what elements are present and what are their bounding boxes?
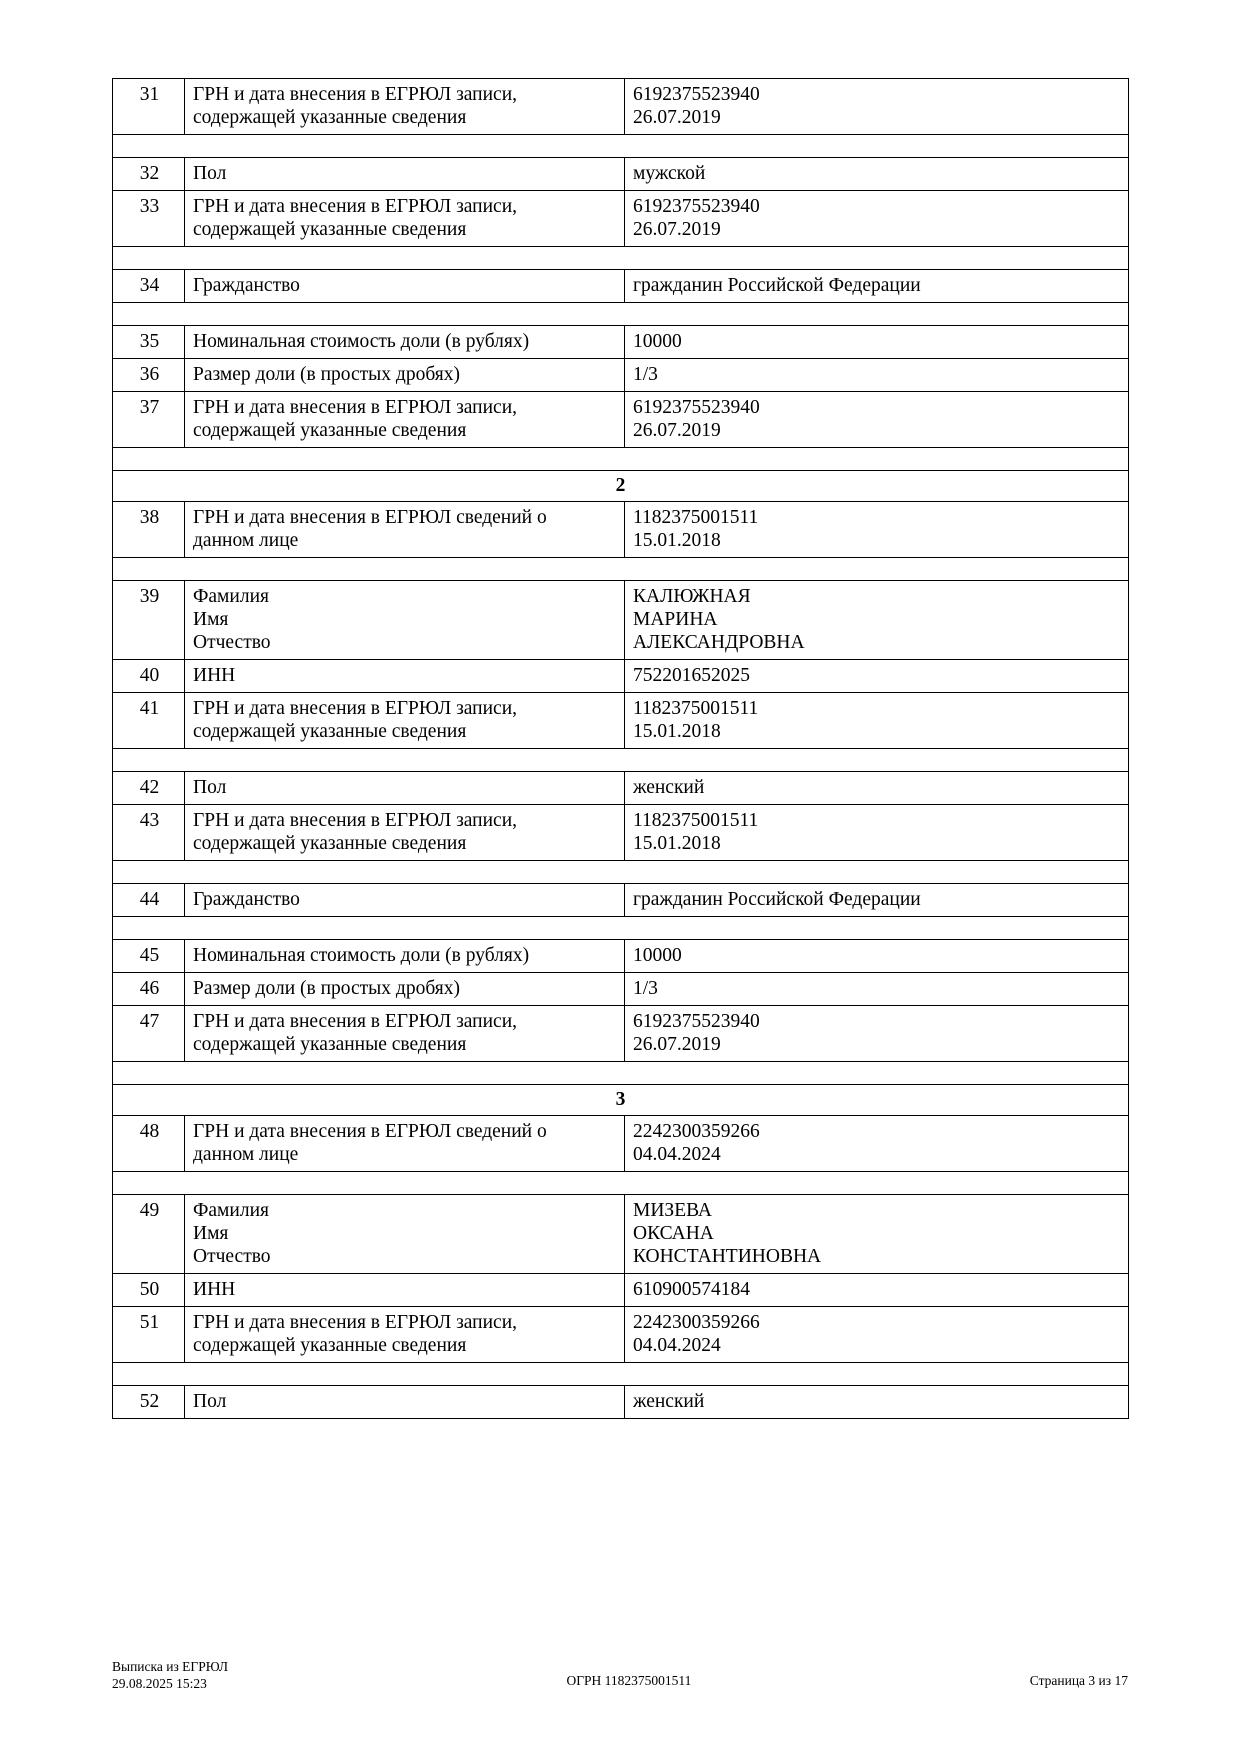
row-value-line: 15.01.2018: [633, 530, 721, 551]
row-number: 39: [113, 581, 185, 660]
row-value: [625, 581, 1129, 660]
row-value-line: 26.07.2019: [633, 1034, 721, 1055]
row-label: [185, 581, 625, 660]
row-label-line: Гражданство: [193, 889, 300, 910]
row-label: [185, 772, 625, 805]
row-label-line: Пол: [193, 163, 227, 184]
spacer-cell: [113, 749, 1129, 772]
row-value-line: ОКСАНА: [633, 1223, 714, 1244]
row-value: [625, 158, 1129, 191]
egrul-table-body: [113, 79, 1129, 1419]
footer-datetime: 29.08.2025 15:23: [112, 1676, 207, 1692]
group-title: 2: [113, 471, 1129, 502]
row-number: 48: [113, 1116, 185, 1172]
row-label: [185, 973, 625, 1006]
row-number: 38: [113, 502, 185, 558]
row-label-line: Номинальная стоимость доли (в рублях): [193, 945, 530, 966]
row-label: [185, 660, 625, 693]
row-label: [185, 392, 625, 448]
spacer-cell: [113, 1062, 1129, 1085]
row-value: [625, 693, 1129, 749]
table-row: [113, 158, 1129, 191]
row-label: [185, 191, 625, 247]
row-label: [185, 1307, 625, 1363]
row-label-line: ГРН и дата внесения в ЕГРЮЛ записи,: [193, 810, 518, 831]
row-label-line: содержащей указанные сведения: [193, 833, 467, 854]
row-value: [625, 1006, 1129, 1062]
row-number: 41: [113, 693, 185, 749]
table-row: [113, 973, 1129, 1006]
table-row: [113, 581, 1129, 660]
row-label-line: содержащей указанные сведения: [193, 1034, 467, 1055]
row-value: [625, 79, 1129, 135]
row-label-line: содержащей указанные сведения: [193, 107, 467, 128]
row-value: [625, 1116, 1129, 1172]
footer-doc-title: Выписка из ЕГРЮЛ: [112, 1659, 229, 1675]
row-value-line: 6192375523940: [633, 84, 760, 105]
row-label: [185, 1006, 625, 1062]
row-value-line: гражданин Российской Федерации: [633, 275, 921, 296]
row-value-line: МИЗЕВА: [633, 1200, 712, 1221]
table-row: [113, 326, 1129, 359]
row-value: [625, 660, 1129, 693]
table-row: [113, 79, 1129, 135]
row-number: 44: [113, 884, 185, 917]
page-footer: [112, 1659, 1128, 1693]
row-value-line: гражданин Российской Федерации: [633, 889, 921, 910]
row-label: [185, 1274, 625, 1307]
row-label-line: ГРН и дата внесения в ЕГРЮЛ записи,: [193, 84, 518, 105]
row-number: 37: [113, 392, 185, 448]
row-label: [185, 805, 625, 861]
footer-left-block: [112, 1659, 228, 1693]
spacer-cell: [113, 448, 1129, 471]
row-value: [625, 392, 1129, 448]
table-row: [113, 772, 1129, 805]
row-label-line: ГРН и дата внесения в ЕГРЮЛ сведений о: [193, 1121, 547, 1142]
row-value-line: 6192375523940: [633, 196, 760, 217]
egrul-table: [112, 78, 1129, 1419]
group-title: 3: [113, 1085, 1129, 1116]
table-row: [113, 693, 1129, 749]
table-row: [113, 359, 1129, 392]
row-value-line: 1/3: [633, 978, 658, 999]
row-value: [625, 270, 1129, 303]
row-number: 47: [113, 1006, 185, 1062]
row-label-line: ГРН и дата внесения в ЕГРЮЛ записи,: [193, 1011, 518, 1032]
row-label-line: Гражданство: [193, 275, 300, 296]
row-value-line: 04.04.2024: [633, 1144, 721, 1165]
row-value: [625, 805, 1129, 861]
row-label-line: содержащей указанные сведения: [193, 219, 467, 240]
row-label: [185, 1386, 625, 1419]
row-label-line: содержащей указанные сведения: [193, 1335, 467, 1356]
row-number: 51: [113, 1307, 185, 1363]
row-label-line: ГРН и дата внесения в ЕГРЮЛ записи,: [193, 698, 518, 719]
spacer-cell: [113, 917, 1129, 940]
table-spacer-row: [113, 247, 1129, 270]
row-value-line: 1182375001511: [633, 698, 759, 719]
row-number: 35: [113, 326, 185, 359]
row-label-line: данном лице: [193, 1144, 299, 1165]
row-label-line: Номинальная стоимость доли (в рублях): [193, 331, 530, 352]
table-spacer-row: [113, 1363, 1129, 1386]
row-number: 49: [113, 1195, 185, 1274]
row-number: 46: [113, 973, 185, 1006]
row-label: [185, 1116, 625, 1172]
table-group-row: [113, 471, 1129, 502]
row-label-line: Фамилия: [193, 1200, 269, 1221]
row-value-line: 6192375523940: [633, 397, 760, 418]
row-label-line: ИНН: [193, 1279, 236, 1300]
row-label-line: Пол: [193, 1391, 227, 1412]
row-number: 34: [113, 270, 185, 303]
row-value: [625, 1195, 1129, 1274]
spacer-cell: [113, 1363, 1129, 1386]
row-value: [625, 1386, 1129, 1419]
row-label: [185, 693, 625, 749]
row-label-line: ГРН и дата внесения в ЕГРЮЛ записи,: [193, 196, 518, 217]
row-number: 40: [113, 660, 185, 693]
row-value-line: женский: [633, 777, 705, 798]
table-spacer-row: [113, 1172, 1129, 1195]
row-value-line: мужской: [633, 163, 706, 184]
row-number: 31: [113, 79, 185, 135]
row-number: 42: [113, 772, 185, 805]
table-spacer-row: [113, 861, 1129, 884]
table-row: [113, 502, 1129, 558]
row-label-line: Имя: [193, 1223, 229, 1244]
row-label-line: Пол: [193, 777, 227, 798]
spacer-cell: [113, 303, 1129, 326]
table-spacer-row: [113, 303, 1129, 326]
table-row: [113, 940, 1129, 973]
row-value: [625, 1274, 1129, 1307]
row-label: [185, 1195, 625, 1274]
table-spacer-row: [113, 135, 1129, 158]
row-value-line: женский: [633, 1391, 705, 1412]
row-label-line: Отчество: [193, 1246, 271, 1267]
row-value-line: 26.07.2019: [633, 420, 721, 441]
table-spacer-row: [113, 917, 1129, 940]
row-value-line: КОНСТАНТИНОВНА: [633, 1246, 822, 1267]
row-label: [185, 158, 625, 191]
row-value-line: 10000: [633, 945, 682, 966]
row-number: 36: [113, 359, 185, 392]
row-value-line: 1/3: [633, 364, 658, 385]
row-value: [625, 772, 1129, 805]
row-value-line: 15.01.2018: [633, 833, 721, 854]
row-label-line: Имя: [193, 609, 229, 630]
table-row: [113, 191, 1129, 247]
row-value-line: 610900574184: [633, 1279, 750, 1300]
row-label-line: ГРН и дата внесения в ЕГРЮЛ сведений о: [193, 507, 547, 528]
row-number: 45: [113, 940, 185, 973]
row-value-line: МАРИНА: [633, 609, 718, 630]
row-number: 50: [113, 1274, 185, 1307]
row-label-line: содержащей указанные сведения: [193, 721, 467, 742]
row-label: [185, 884, 625, 917]
row-value: [625, 359, 1129, 392]
spacer-cell: [113, 135, 1129, 158]
table-row: [113, 660, 1129, 693]
row-label-line: ИНН: [193, 665, 236, 686]
row-value-line: 10000: [633, 331, 682, 352]
row-value-line: КАЛЮЖНАЯ: [633, 586, 751, 607]
row-label: [185, 502, 625, 558]
row-label: [185, 326, 625, 359]
table-row: [113, 1274, 1129, 1307]
spacer-cell: [113, 861, 1129, 884]
spacer-cell: [113, 247, 1129, 270]
footer-ogrn: ОГРН 1182375001511: [566, 1673, 692, 1689]
table-row: [113, 392, 1129, 448]
row-value-line: 1182375001511: [633, 810, 759, 831]
row-label-line: содержащей указанные сведения: [193, 420, 467, 441]
row-label-line: ГРН и дата внесения в ЕГРЮЛ записи,: [193, 397, 518, 418]
row-number: 52: [113, 1386, 185, 1419]
row-value-line: 04.04.2024: [633, 1335, 721, 1356]
row-value: [625, 1307, 1129, 1363]
row-value-line: 15.01.2018: [633, 721, 721, 742]
table-group-row: [113, 1085, 1129, 1116]
row-label-line: Отчество: [193, 632, 271, 653]
row-number: 43: [113, 805, 185, 861]
row-number: 33: [113, 191, 185, 247]
spacer-cell: [113, 558, 1129, 581]
footer-page-number: Страница 3 из 17: [1029, 1673, 1128, 1689]
table-spacer-row: [113, 749, 1129, 772]
table-row: [113, 1307, 1129, 1363]
table-row: [113, 805, 1129, 861]
table-row: [113, 1386, 1129, 1419]
row-value-line: АЛЕКСАНДРОВНА: [633, 632, 805, 653]
row-number: 32: [113, 158, 185, 191]
row-label: [185, 940, 625, 973]
row-value-line: 2242300359266: [633, 1312, 760, 1333]
row-label-line: ГРН и дата внесения в ЕГРЮЛ записи,: [193, 1312, 518, 1333]
row-label-line: данном лице: [193, 530, 299, 551]
row-value: [625, 502, 1129, 558]
row-label: [185, 79, 625, 135]
table-row: [113, 1006, 1129, 1062]
table-spacer-row: [113, 448, 1129, 471]
row-label-line: Фамилия: [193, 586, 269, 607]
row-value: [625, 973, 1129, 1006]
row-value: [625, 884, 1129, 917]
row-label: [185, 270, 625, 303]
row-value: [625, 326, 1129, 359]
row-value-line: 1182375001511: [633, 507, 759, 528]
row-value-line: 2242300359266: [633, 1121, 760, 1142]
row-value-line: 26.07.2019: [633, 219, 721, 240]
row-value-line: 26.07.2019: [633, 107, 721, 128]
row-label: [185, 359, 625, 392]
row-value-line: 6192375523940: [633, 1011, 760, 1032]
table-row: [113, 270, 1129, 303]
row-label-line: Размер доли (в простых дробях): [193, 364, 460, 385]
row-value-line: 752201652025: [633, 665, 750, 686]
row-label-line: Размер доли (в простых дробях): [193, 978, 460, 999]
table-row: [113, 884, 1129, 917]
table-row: [113, 1116, 1129, 1172]
row-value: [625, 191, 1129, 247]
table-row: [113, 1195, 1129, 1274]
table-spacer-row: [113, 1062, 1129, 1085]
spacer-cell: [113, 1172, 1129, 1195]
row-value: [625, 940, 1129, 973]
table-spacer-row: [113, 558, 1129, 581]
